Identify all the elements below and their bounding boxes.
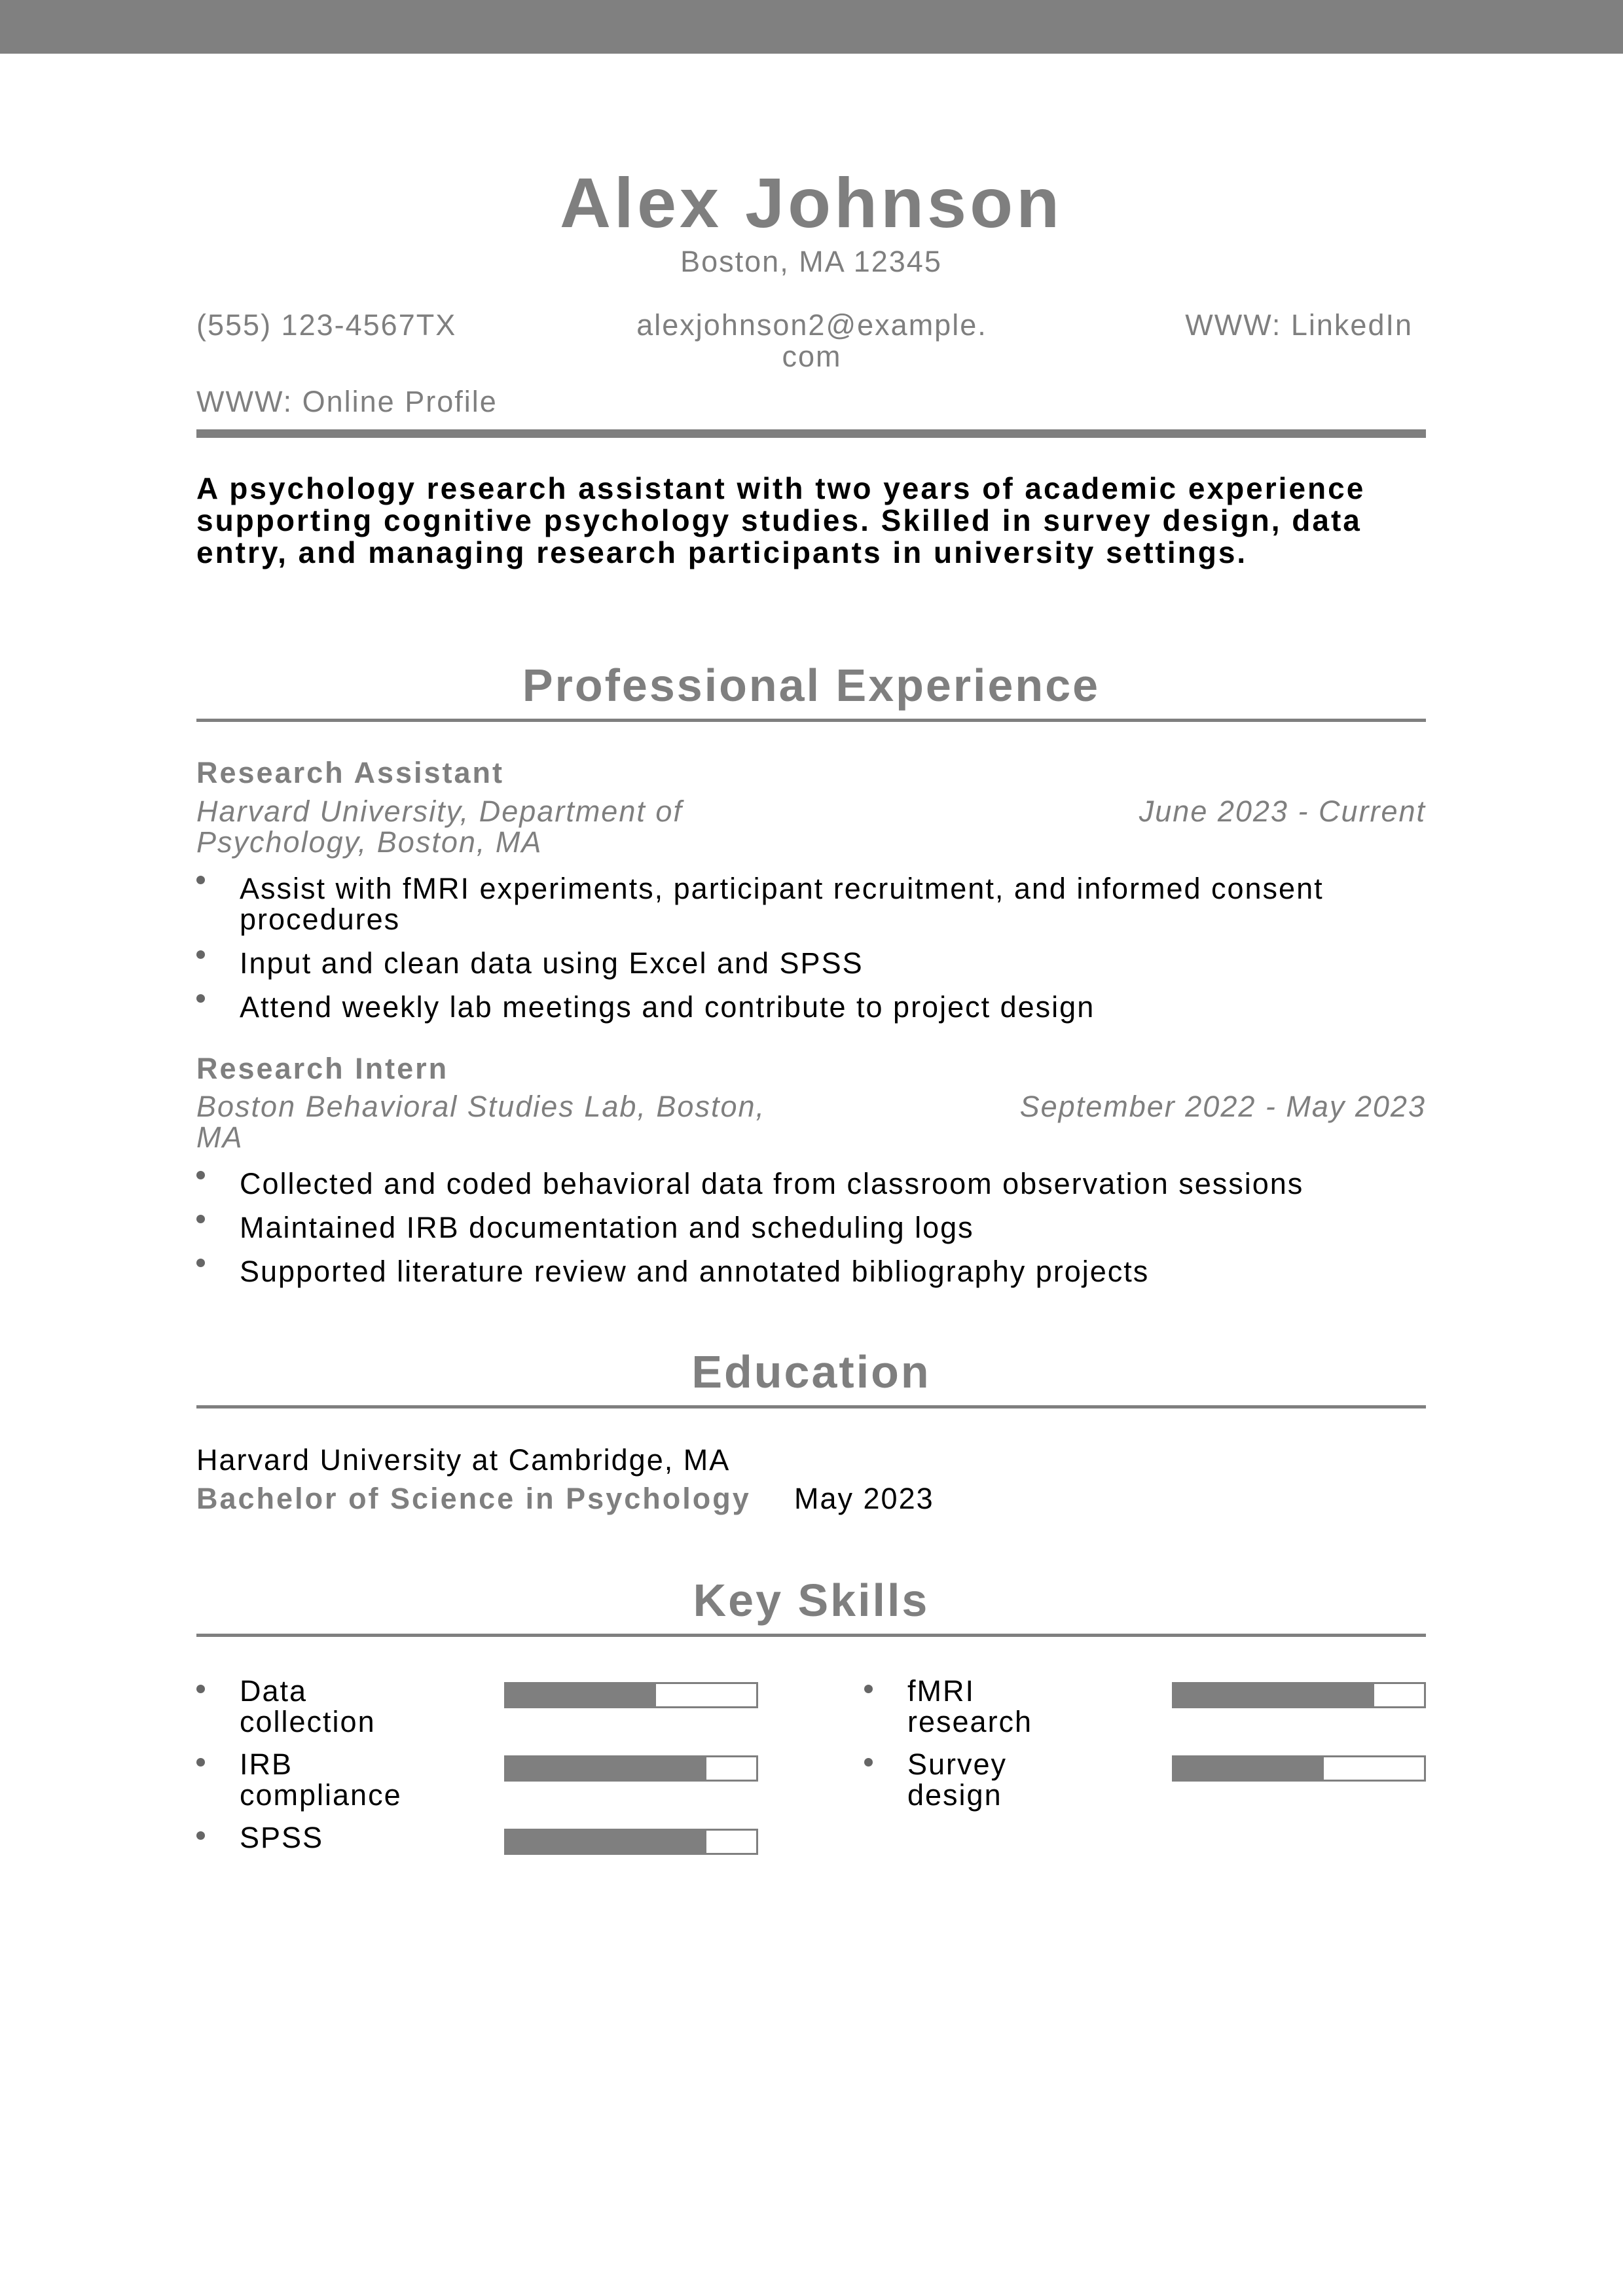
duty-text: Collected and coded behavioral data from classroom observation sessions bbox=[240, 1167, 1304, 1200]
bullet-icon bbox=[196, 950, 205, 959]
skill-level-bar bbox=[504, 1829, 758, 1855]
bullet-icon bbox=[864, 1685, 873, 1693]
employer-line-2: Psychology, Boston, MA bbox=[196, 825, 543, 859]
bullet-icon bbox=[196, 1215, 205, 1223]
skill-level-fill bbox=[506, 1684, 656, 1706]
job-dates: September 2022 - May 2023 bbox=[1019, 1090, 1426, 1123]
skill-label-line-2: design bbox=[907, 1778, 1002, 1812]
employer-line-1: Harvard University, Department of bbox=[196, 795, 683, 828]
bullet-icon bbox=[196, 1685, 205, 1693]
phone-number: (555) 123-4567TX bbox=[196, 308, 457, 342]
employer-line-1: Boston Behavioral Studies Lab, Boston, bbox=[196, 1090, 766, 1123]
education-school: Harvard University at Cambridge, MA bbox=[196, 1443, 731, 1477]
skill-level-bar bbox=[1172, 1682, 1426, 1708]
skill-level-fill bbox=[506, 1757, 706, 1780]
skill-level-bar bbox=[1172, 1755, 1426, 1782]
bullet-icon bbox=[196, 876, 205, 884]
email-line-2: com bbox=[782, 340, 842, 373]
skill-label bbox=[240, 1676, 436, 1737]
email-address[interactable] bbox=[602, 310, 1021, 372]
linkedin-link[interactable]: WWW: LinkedIn bbox=[1185, 308, 1413, 342]
skill-label-line-1: IRB bbox=[240, 1748, 293, 1781]
skill-level-fill bbox=[1174, 1684, 1374, 1706]
skill-label-line-1: Data bbox=[240, 1674, 308, 1708]
job-dates: June 2023 - Current bbox=[1139, 795, 1426, 828]
job-duties-list bbox=[196, 873, 1426, 1035]
bullet-icon bbox=[196, 1259, 205, 1267]
top-banner bbox=[0, 0, 1623, 54]
job-title: Research Intern bbox=[196, 1052, 449, 1085]
education-date: May 2023 bbox=[794, 1482, 934, 1515]
job-employer bbox=[196, 796, 786, 857]
duty-text: Maintained IRB documentation and scheduling logs bbox=[240, 1211, 974, 1244]
job-duties-list bbox=[196, 1168, 1426, 1300]
skills-heading: Key Skills bbox=[693, 1575, 930, 1626]
experience-heading: Professional Experience bbox=[522, 660, 1101, 711]
skill-label-line-1: fMRI research bbox=[907, 1674, 1033, 1738]
candidate-name: Alex Johnson bbox=[559, 163, 1063, 242]
bullet-icon bbox=[196, 994, 205, 1003]
skill-label-line-1: SPSS bbox=[240, 1821, 324, 1854]
duty-text: Assist with fMRI experiments, participant recruitment, and informed consent procedures bbox=[240, 872, 1324, 936]
education-divider bbox=[196, 1405, 1426, 1408]
skills-divider bbox=[196, 1634, 1426, 1637]
bullet-icon bbox=[196, 1171, 205, 1179]
bullet-icon bbox=[864, 1758, 873, 1767]
list-item bbox=[196, 948, 1426, 978]
bullet-icon bbox=[196, 1758, 205, 1767]
duty-text: Supported literature review and annotated bibliography projects bbox=[240, 1255, 1150, 1288]
skill-level-bar bbox=[504, 1682, 758, 1708]
skill-label-line-2: compliance bbox=[240, 1778, 402, 1812]
list-item bbox=[196, 1168, 1426, 1199]
list-item bbox=[196, 873, 1426, 935]
education-heading: Education bbox=[691, 1346, 931, 1397]
job-employer bbox=[196, 1091, 786, 1153]
education-degree: Bachelor of Science in Psychology bbox=[196, 1482, 751, 1515]
header-divider bbox=[196, 429, 1426, 438]
skill-label-line-2: collection bbox=[240, 1705, 376, 1738]
email-line-1: alexjohnson2@example. bbox=[636, 308, 987, 342]
experience-divider bbox=[196, 719, 1426, 722]
bullet-icon bbox=[196, 1831, 205, 1840]
skill-level-fill bbox=[1174, 1757, 1324, 1780]
skill-label-line-1: Survey bbox=[907, 1748, 1008, 1781]
online-profile-link[interactable]: WWW: Online Profile bbox=[196, 385, 498, 418]
skill-level-fill bbox=[506, 1831, 706, 1853]
list-item bbox=[196, 1212, 1426, 1243]
professional-summary: A psychology research assistant with two years of academic experience supporting cognitive psychology studies. Skilled in survey design, data entry, and managing research participants in university settings. bbox=[196, 471, 1366, 569]
job-title: Research Assistant bbox=[196, 756, 505, 789]
skill-label bbox=[240, 1822, 436, 1853]
skill-level-bar bbox=[504, 1755, 758, 1782]
duty-text: Input and clean data using Excel and SPSS bbox=[240, 946, 864, 980]
list-item bbox=[196, 1256, 1426, 1287]
employer-line-2: MA bbox=[196, 1121, 244, 1154]
skill-label bbox=[907, 1749, 1104, 1810]
skill-label bbox=[907, 1676, 1104, 1737]
address: Boston, MA 12345 bbox=[680, 245, 942, 278]
list-item bbox=[196, 992, 1426, 1022]
skill-label bbox=[240, 1749, 436, 1810]
duty-text: Attend weekly lab meetings and contribute to project design bbox=[240, 990, 1095, 1024]
